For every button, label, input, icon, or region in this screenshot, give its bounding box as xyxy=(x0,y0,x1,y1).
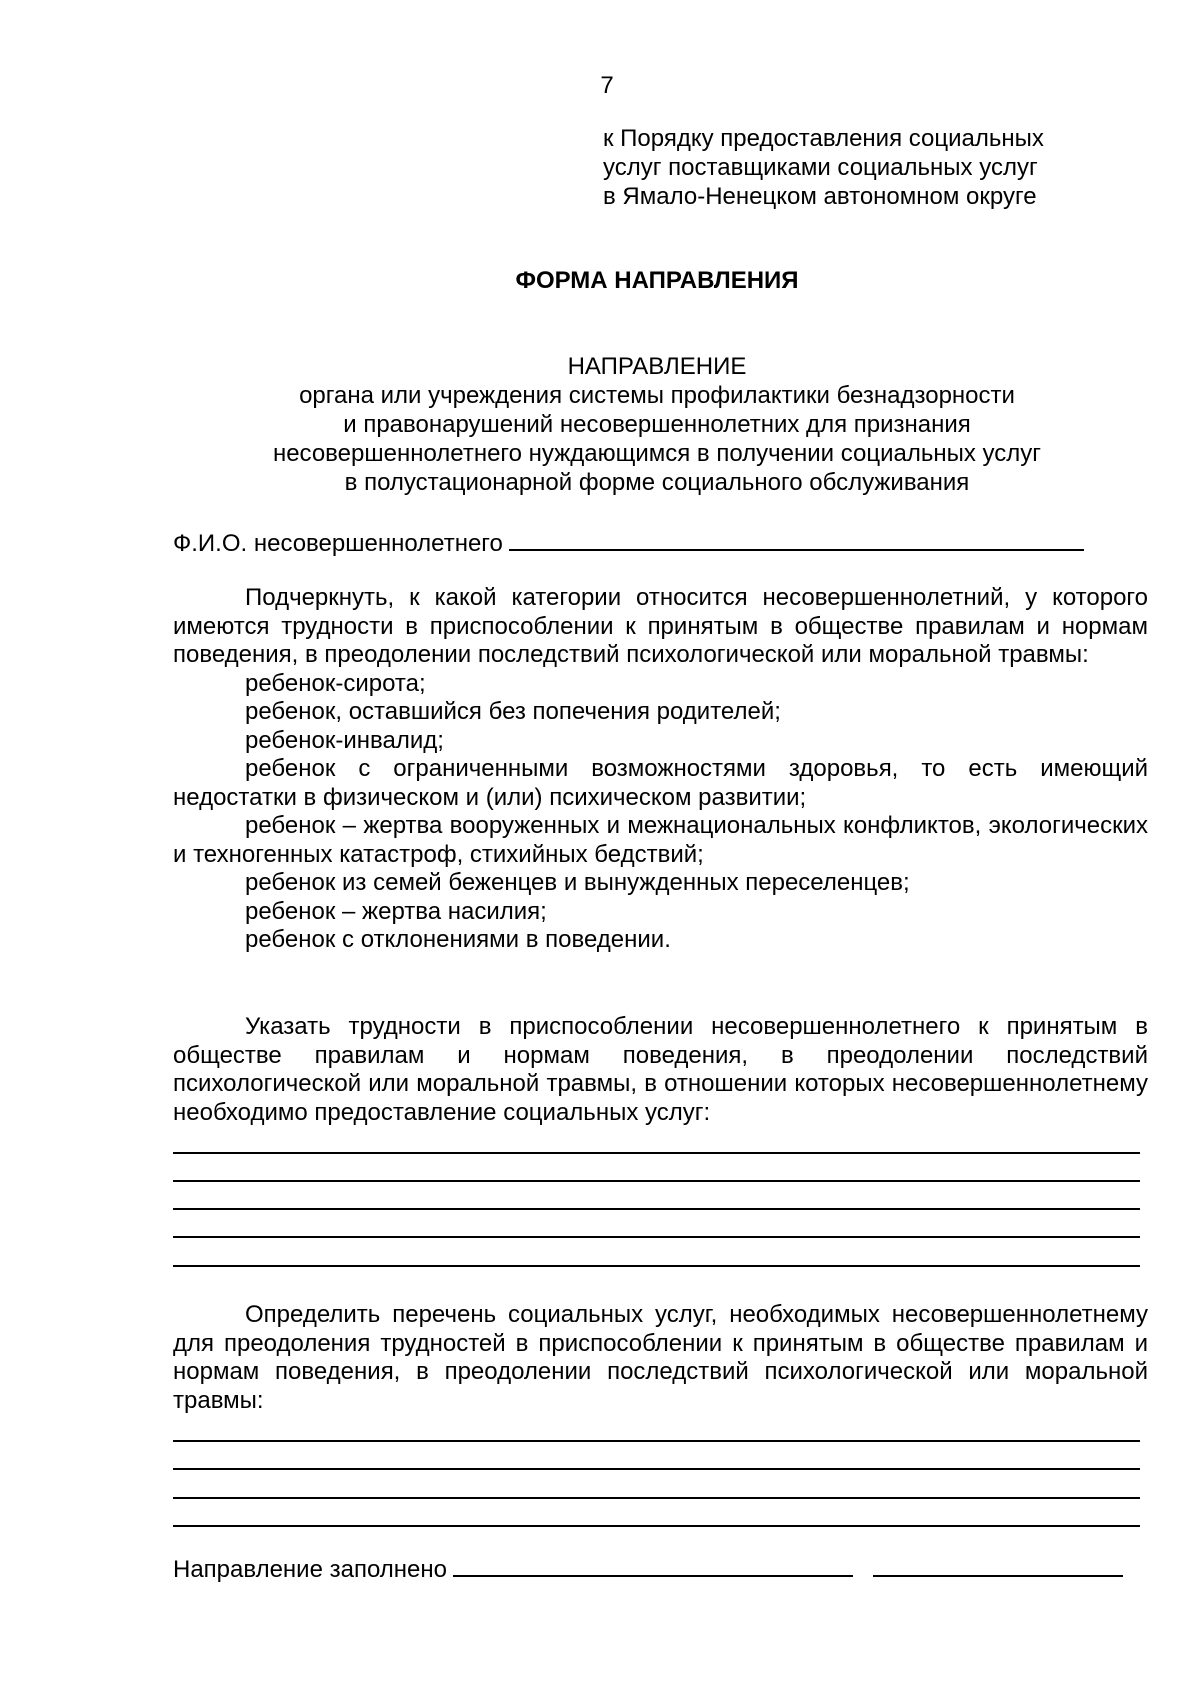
category-item: ребенок с отклонениями в поведении. xyxy=(245,926,671,953)
heading-line: НАПРАВЛЕНИЕ xyxy=(567,353,747,380)
category-item: ребенок из семей беженцев и вынужденных переселенцев; xyxy=(245,869,910,896)
filled-by-name-line[interactable] xyxy=(453,1553,853,1577)
difficulties-section xyxy=(173,1013,1148,1127)
services-section xyxy=(173,1301,1148,1415)
category-item: ребенок-инвалид; xyxy=(245,726,444,754)
category-item: ребенок – жертва насилия; xyxy=(245,897,547,925)
difficulties-answer-line[interactable] xyxy=(173,1180,1140,1182)
category-item: ребенок-сирота; xyxy=(245,669,426,697)
categories-section xyxy=(173,584,1148,955)
difficulties-answer-line[interactable] xyxy=(173,1208,1140,1210)
heading-line: в полустационарной форме социального обслуживания xyxy=(344,469,970,496)
category-item: ребенок с ограниченными возможностями здоровья, то есть имеющий недостатки в физическом и (или) психическом развитии; xyxy=(173,755,1148,811)
fio-label: Ф.И.О. несовершеннолетнего xyxy=(173,530,503,557)
services-answer-line[interactable] xyxy=(173,1440,1140,1442)
addressee-block xyxy=(603,124,1044,211)
services-text: Определить перечень социальных услуг, необходимых несовершеннолетнему для преодоления трудностей в приспособлении к принятым в обществе правилам и нормам поведения, в преодолении последствий психологической или моральной травмы: xyxy=(173,1301,1148,1414)
fio-input-line[interactable] xyxy=(509,527,1084,551)
addressee-line: услуг поставщиками социальных услуг xyxy=(603,154,1038,181)
category-item: ребенок, оставшийся без попечения родителей; xyxy=(245,698,781,725)
services-answer-line[interactable] xyxy=(173,1497,1140,1499)
difficulties-answer-line[interactable] xyxy=(173,1265,1140,1267)
difficulties-answer-line[interactable] xyxy=(173,1152,1140,1154)
filled-by-signature-line[interactable] xyxy=(873,1553,1123,1577)
fio-row xyxy=(173,527,1084,558)
services-answer-line[interactable] xyxy=(173,1468,1140,1470)
document-heading xyxy=(0,352,1200,497)
addressee-line: в Ямало-Ненецком автономном округе xyxy=(603,183,1037,210)
difficulties-answer-line[interactable] xyxy=(173,1236,1140,1238)
page-number: 7 xyxy=(600,72,614,99)
difficulties-text: Указать трудности в приспособлении несовершеннолетнего к принятым в обществе правилам и нормам поведения, в преодолении последствий психологической или моральной травмы, в отношении которых несовершеннолетнему необходимо предоставление социальных услуг: xyxy=(173,1013,1148,1126)
services-answer-line[interactable] xyxy=(173,1525,1140,1527)
form-title: ФОРМА НАПРАВЛЕНИЯ xyxy=(515,267,799,294)
heading-line: органа или учреждения системы профилактики безнадзорности xyxy=(299,382,1015,409)
categories-intro: Подчеркнуть, к какой категории относится несовершеннолетний, у которого имеются трудности в приспособлении к принятым в обществе правилам и нормам поведения, в преодолении последствий психологической или моральной травмы: xyxy=(173,584,1148,668)
heading-line: и правонарушений несовершеннолетних для признания xyxy=(343,411,971,438)
addressee-line: к Порядку предоставления социальных xyxy=(603,125,1044,152)
filled-by-label: Направление заполнено xyxy=(173,1556,447,1583)
filled-by-row xyxy=(173,1553,1123,1584)
category-item: ребенок – жертва вооруженных и межнациональных конфликтов, экологических и техногенных катастроф, стихийных бедствий; xyxy=(173,812,1148,868)
heading-line: несовершеннолетнего нуждающимся в получении социальных услуг xyxy=(272,440,1042,467)
